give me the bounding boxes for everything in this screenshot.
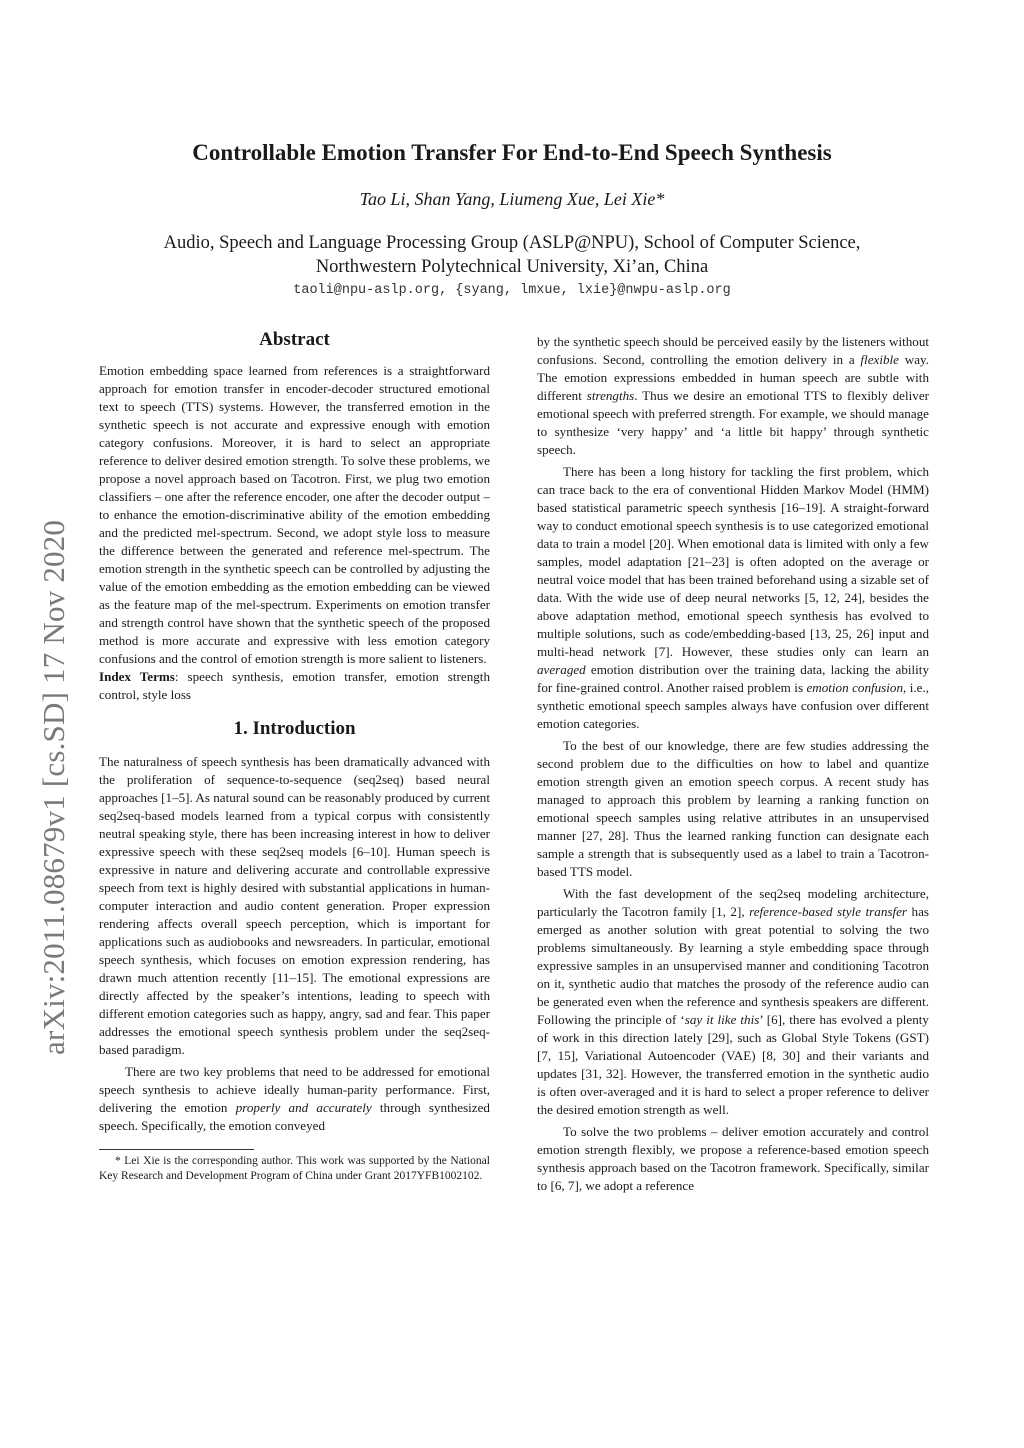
footnote-rule: [99, 1149, 254, 1150]
right-column: [537, 333, 929, 1195]
abstract-text: Emotion embedding space learned from references is a straightforward approach for emotion transfer in encoder-decoder structured emotional text to speech (TTS) systems. However, the transferred emotion in the synthetic speech is not accurate and expressive enough with emotion category confusions. Moreover, it is hard to select an appropriate reference to deliver desired emotion strength. To solve these problems, we propose a novel approach based on Tacotron. First, we plug two emotion classifiers – one after the reference encoder, one after the decoder output – to enhance the emotion-discriminative ability of the emotion embedding and the predicted mel-spectrum. Second, we adopt style loss to measure the difference between the generated and reference mel-spectrum. The emotion strength in the synthetic speech can be controlled by adjusting the value of the emotion embedding as the emotion embedding can be viewed as the feature map of the mel-spectrum. Experiments on emotion transfer and strength control have shown that the synthetic speech of the proposed method is more accurate and expressive with less emotion category confusions and the control of emotion strength is more salient to listeners.: [99, 363, 490, 666]
footnote: * Lei Xie is the corresponding author. This work was supported by the National Key Research and Development Program of China under Grant 2017YFB1002102.: [99, 1155, 490, 1182]
left-column: [99, 328, 490, 1184]
affiliation: [0, 231, 1024, 279]
index-terms-label: Index Terms: [99, 669, 175, 684]
abstract-heading: Abstract: [259, 329, 330, 350]
introduction-heading: 1. Introduction: [233, 718, 356, 739]
right-paragraph-5: To solve the two problems – deliver emotion accurately and control emotion strength flexibly, we propose a reference-based emotion speech synthesis approach based on the Tacotron framework. Specifically, similar to [6, 7], we adopt a reference: [537, 1124, 929, 1193]
right-paragraph-3: To the best of our knowledge, there are few studies addressing the second problem due to the difficulties on how to label and quantize emotion strength given an emotion speech corpus. A recent study has managed to approach this problem by learning a ranking function on emotional speech samples using relative attributes in an unsupervised manner [27, 28]. Thus the learned ranking function can designate each sample a strength that is subsequently used as a label to train a Tacotron-based TTS model.: [537, 738, 929, 879]
intro-paragraph-1: The naturalness of speech synthesis has been dramatically advanced with the proliferation of sequence-to-sequence (seq2seq) based neural approaches [1–5]. As natural sound can be reasonably produced by current seq2seq-based models learned from a typical corpus with consistently neutral speaking style, there has been increasing interest in how to deliver expressive speech with these seq2seq models [6–10]. Human speech is expressive in nature and delivering accurate and controllable expressive speech from text is highly desired with substantial applications in human-computer interaction and audio content generation. Proper expression rendering affects overall speech perception, which is important for applications such as audiobooks and newsreaders. In particular, emotional speech synthesis, which focuses on emotion expression rendering, has drawn much attention recently [11–15]. The emotional expressions are directly affected by the speaker’s intentions, leading to speech with different emotion categories such as happy, angry, sad and fear. This paper addresses the emotional speech synthesis problem under the seq2seq-based paradigm.: [99, 754, 490, 1057]
affiliation-line-2: Northwestern Polytechnical University, Xi’an, China: [315, 257, 709, 277]
right-paragraph-2: There has been a long history for tackling the first problem, which can trace back to the era of conventional Hidden Markov Model (HMM) based statistical parametric speech synthesis [16–19]. A straight-forward way to conduct emotional speech synthesis is to use categorized emotional data to train a model [20]. When emotional data is limited with only a few samples, model adaptation [21–23] is often adopted on the average or neutral voice model that has been trained beforehand using a sizable set of data. With the wide use of deep neural networks [5, 12, 24], besides the above adaptation method, emotional speech synthesis has evolved to multiple solutions, such as code/embedding-based [13, 25, 26] input and multi-head network [7]. However, these studies only can learn an averaged emotion distribution over the training data, lacking the ability for fine-grained control. Another raised problem is emotion confusion, i.e., synthetic emotional speech samples always have confusion over different emotion categories.: [537, 464, 929, 731]
affiliation-line-1: Audio, Speech and Language Processing Group (ASLP@NPU), School of Computer Science,: [163, 233, 861, 253]
intro-paragraph-2: There are two key problems that need to be addressed for emotional speech synthesis to achieve ideally human-parity performance. First, delivering the emotion properly and accurately through synthesized speech. Specifically, the emotion conveyed: [99, 1064, 490, 1133]
index-terms-text: : speech synthesis, emotion transfer, emotion strength control, style loss: [99, 669, 490, 702]
author-emails: taoli@npu-aslp.org, {syang, lmxue, lxie}@nwpu-aslp.org: [293, 283, 731, 298]
right-paragraph-4: With the fast development of the seq2seq modeling architecture, particularly the Tacotron family [1, 2], reference-based style transfer has emerged as another solution with great potential to solving the two problems simultaneously. By learning a style embedding space through expressive samples in an unsupervised manner and conditioning Tacotron on it, synthetic audio that matches the prosody of the reference audio can be generated even when the reference and synthesis speakers are different. Following the principle of ‘say it like this’ [6], there has evolved a plenty of work in this direction lately [29], such as Global Style Tokens (GST) [7, 15], Variational Autoencoder (VAE) [8, 30] and their variants and updates [31, 32]. However, the transferred emotion in the synthetic audio is often over-averaged and it is hard to select a proper reference to deliver the desired emotion strength as well.: [537, 886, 929, 1117]
arxiv-stamp: arXiv:2011.08679v1 [cs.SD] 17 Nov 2020: [36, 519, 71, 1055]
author-list: Tao Li, Shan Yang, Liumeng Xue, Lei Xie*: [359, 189, 665, 209]
right-paragraph-1: by the synthetic speech should be perceived easily by the listeners without confusions. Second, controlling the emotion delivery in a flexible way. The emotion expressions embedded in human speech are subtle with different strengths. Thus we desire an emotional TTS to flexibly deliver emotional speech with preferred strength. For example, we should manage to synthesize ‘very happy’ and ‘a little bit happy’ through synthetic speech.: [537, 334, 929, 457]
index-terms: [99, 668, 490, 704]
paper-title: Controllable Emotion Transfer For End-to-End Speech Synthesis: [192, 140, 832, 165]
